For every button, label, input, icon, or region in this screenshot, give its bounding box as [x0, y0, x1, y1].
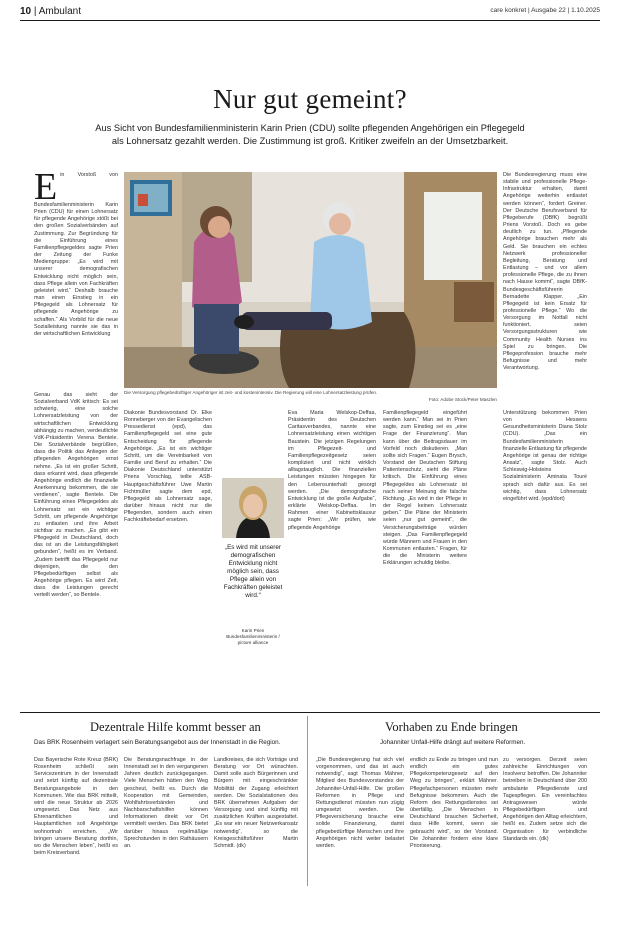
article-column-6-bottom: Unterstützung bekommen Prien von Hessens Gesundheitsministerin Diana Stolz (CDU). „Das ein Bundesfamilienministerin finanzielle Entlastung für pflegende Angehörige ist genau der richtige Ansatz“, sagte Stolz. Auch Schleswig-Holsteins Sozialministerin Aminata Touré sprach sich dafür aus. Es sei wichtig, dass Lohnersatz eingeführt wird. (epd/dort)	[503, 410, 587, 502]
article-col1-top-text: in Vorstoß von Bundesfamilienministerin Karin Prien (CDU) für einen Lohnersatz für pflegende Angehörige stößt bei den großen Sozialverbänden auf Zustimmung. Zur Begründung für die Einführung eines Familienpflegegeldes sagte Prien der Zeitung der Funke Mediengruppe: „Es wird mit unserer demografischen Entwicklung nicht möglich sein, dass Pflege allein von Fachkräften geleistet wird.“ Deshalb brauche man einen Einstieg in ein Pflegegeld als Lohnersatz für pflegende Angehörige zu schaffen.“ Als Vorbild für die neue Sozialleistung nannte sie das in der wirtschaftlichen Entwicklung	[34, 172, 118, 337]
article-column-4: Eva Maria Welskop-Deffaa, Präsidentin des Deutschen Caritasverbandes, nannte eine Lohnersatzleistung einen wichtigen Baustein. Die jetzigen Regelungen im Pflegezeit- und Familienpflegezeitgesetz seien kompliziert und nicht wirklich alltagstauglich. Die finanziellen Leistungen müssten hingegen für den Lebensunterhalt gesorgt werden. „Die demografische Entwicklung ist die große Aufgabe“, erklärte Welskop-Deffaa. Im Rahmen einer Kabinettsklausur sagte Prien: „Wir prüfen, wie pflegende Angehörige	[288, 410, 376, 531]
caregiver-photo-illustration	[124, 172, 497, 388]
article-column-2: Diakonie Bundesvorstand Dr. Elke Ronneberger von der Evangelischen Pressedienst (epd), das Familienpflegegeld sei eine gute Entscheidung für pflegende Angehörige. „Es ist ein wichtiger Schritt, um die Vereinbarkeit von Familie und Beruf zu erhalten.“ Die Diakonie Deutschland unterstützt Priens Vorschlag, teilte ASB-Hauptgeschäftsführer Uwe Martin Fichtmüller sagte dem epd, Pflegegeld als Lohnersatz sage, darüber hinaus nicht nur die Pflegenden, sondern auch einen Fachkräftebedarf ersetzen.	[124, 410, 212, 524]
section-label: 10 | Ambulant	[20, 6, 81, 17]
bottom-left-col-1: Das Bayerische Rote Kreuz (BRK) Rosenheim schließt sein Servicezentrum in der Innenstadt und setzt künftig auf dezentrale Beratungsangebote in den Kommunen. Wie das BRK mitteilt, wird die neue Struktur ab 2026 umgesetzt. Das Netz aus Ehrenamtlichen und Hauptamtlichen soll Angehörige wohnortnah erreichen. „Wir bringen unsere Beratung dorthin, wo die Menschen leben“, heißt es beim Kreisverband.	[34, 757, 118, 857]
bottom-left-col-2: Die Beratungsnachfrage in der Innenstadt sei in den vergangenen Jahren deutlich zurückgegangen. Viele Menschen hätten den Weg gescheut, heißt es. Durch die Kooperation mit Gemeinden, Wohlfahrtsverbänden und Nachbarschaftshilfen können Informationen direkt vor Ort vermittelt werden. Das BRK bietet darüber hinaus regelmäßige Sprechstunden in den Rathäusern an.	[124, 757, 208, 849]
article-photo	[124, 172, 497, 388]
publication-info: care konkret | Ausgabe 22 | 1.10.2025	[490, 7, 600, 14]
bottom-section-rule	[20, 712, 600, 713]
page-header	[20, 4, 600, 20]
portrait-photo	[222, 478, 284, 538]
portrait-illustration	[222, 478, 284, 538]
article-column-6-top: Die Bundesregierung muss eine stabile und professionelle Pflege-Infrastruktur erhalten, damit Angehörige weiterhin entlastet werden können“, fordert Greiner. Der Deutsche Berufsverband für Pflegeberufe (DBfK) begrüßt Priens Vorstoß. Doch es gebe deutlich zu tun. „Pflegende Angehörige brauchen mehr als Geld. Sie brauchen ein echtes Netzwerk professioneller Begleitung, Beratung und Entlastung – und vor allem professionelle Pflege, die zu ihnen nach Hause kommt“, sagte DBfK-Bundesgeschäftsführerin Bernadette Klapper. „Ein Pflegegeld ist kein Ersatz für professionelle Pflege.“ Wo die Versorgung im Notfall nicht funktioniert, seien Versorgungsstrukturen wie Community Health Nurses ins Spiel zu bringen. Die Pflegeprofession brauche mehr Befugnisse und mehr Verantwortung.	[503, 172, 587, 372]
bottom-left-col-3: Landkreises, die sich Vorträge und Beratung vor Ort wünschten. Damit solle auch Bürgerinnen und Bürgern mit eingeschränkter Mobilität der Zugang erleichtert werden. Die Sozialstationen des BRK übernehmen Aufgaben der Versorgung und sind künftig mit zusätzlichen Kräften ausgestattet. „Es war ein neuer Netzwerkansatz notwendig“, so die Kreisgeschäftsführer Martin Schmidt. (dk)	[214, 757, 298, 849]
pull-quote-source	[222, 628, 284, 646]
page-number: 10	[20, 6, 32, 17]
article-headline: Nur gut gemeint?	[213, 84, 407, 114]
pull-quote: „Es wird mit unserer demografischen Entwicklung nicht möglich sein, dass Pflege allein von Fachkräften geleistet wird.“	[223, 544, 283, 599]
bottom-divider	[307, 716, 308, 886]
photo-credit: Foto: Adobe Stock/Peter Maszlen	[428, 397, 497, 402]
bottom-left-headline: Dezentrale Hilfe kommt besser an	[90, 720, 261, 734]
drop-cap: E	[34, 172, 58, 208]
article-column-5: Familienpflegegeld eingeführt werden kann.“ Man sei in Prien sagte, zum Einstieg sei es „eine Frage der Finanzierung“. Man kann über die Beitragsdauer im Vorfeld noch diskutieren. „Man sollte sich Fragen.“ Eugen Brysch, Vorstand der Deutschen Stiftung Patientenschutz, sieht die Pläne kritisch. Die Einführung eines Pflegegeldes als Lohnersatz ist nach seiner Meinung die falsche Richtung. „Es wird in der Pflege in der Regel keinen Lohnersatz geben.“ Die Pläne der Ministerin seien „nur gut gemeint“, die Versicherungsbeiträge würden steigen. „Das Familienpflegegeld würde Männern und Frauen in den Kommunen entlasten.“ Fragen, für die die Ministerin weitere Erklärungen schuldig bleibe.	[383, 410, 467, 567]
article-column-1-bottom: Genau das sieht der Sozialverband VdK kritisch: Es sei schwierig, eine solche Lohnersatzleistung von der wirtschaftlichen Entwicklung abhängig zu machen, verdeutlichte VdK-Präsidentin Verena Bentele. Die Sozialverbände begrüßten, dass die Politik das Anliegen der pflegenden Angehörigen ernst nehme. „Es ist ein großer Schritt, dass erkannt wird, dass pflegende Angehörige endlich die finanzielle Anerkennung bekommen, die sie verdienen“, sagte Bentele. Die Einführung eines Pflegegeldes als Lohnersatz sei ein wichtiger Schritt, um pflegende Angehörige zu entlasten und ihre Arbeit sichtbar zu machen. „Es gibt ein Pflegegeld in Deutschland, doch das ist an die Leistungsfähigkeit gebunden“, heißt es im Verband. „Zudem betrifft das Pflegegeld nur diejenigen, die den Pflegebedürftigen selbst als Angehörige pflegen. Es wird Zeit, dass die Leistungen gerecht verteilt werden“, so Bentele.	[34, 392, 118, 599]
bottom-left-subhead: Das BRK Rosenheim verlagert sein Beratungsangebot aus der Innenstadt in die Region.	[34, 739, 281, 746]
article-lead: Aus Sicht von Bundesfamilienministerin Karin Prien (CDU) sollte pflegenden Angehörigen ein Pflegegeld als Lohnersatz gezahlt werden. Die Zustimmung ist groß. Kritiker zweifeln an der Umsetzbarkeit.	[95, 123, 525, 146]
bottom-right-col-2: endlich zu Ende zu bringen und nun endlich ein gutes Pflegekompetenzgesetz auf den Weg zu bringen“, erklärt Mähner. Pflegefachpersonen müssten mehr Befugnisse bekommen. Auch die Reform des Rettungsdienstes sei überfällig. „Die Menschen in Deutschland brauchen Sicherheit, dass Hilfe kommt, wenn sie gebraucht wird“, so der Vorstand. Die Johanniter fordern eine klare Priorisierung.	[410, 757, 498, 849]
header-rule	[20, 20, 600, 21]
pull-quote-name: Karin Prien	[241, 628, 265, 633]
photo-caption-text: Die Versorgung pflegebedürftiger Angehöriger ist zeit- und kostenintensiv. Die Regierung will eine Lohnersatzleistung prüfen.	[124, 390, 378, 395]
article-column-1-top	[34, 172, 118, 388]
section-name: Ambulant	[38, 6, 81, 17]
pull-quote-role: Bundesfamilienministerin / picture alliance	[226, 634, 280, 645]
photo-caption	[124, 390, 497, 402]
bottom-right-subhead: Johanniter Unfall-Hilfe drängt auf weitere Reformen.	[380, 739, 526, 746]
bottom-right-col-1: „Die Bundesregierung hat sich viel vorgenommen, und das ist auch notwendig“, sagt Thomas Mähner, Mitglied des Bundesvorstandes der Johanniter-Unfall-Hilfe. Die großen Reformen in Pflege und Rettungsdienst müssten nun zügig umgesetzt werden. Die Pflegeversicherung brauche eine solide Finanzierung, damit pflegebedürftige Menschen und ihre Angehörigen nicht weiter belastet werden.	[316, 757, 404, 849]
bottom-right-col-3: zu versorgen. Derzeit seien zahlreiche Einrichtungen von Insolvenz betroffen. Die Johanniter betreiben in Deutschland über 200 ambulante Pflegedienste und Tagespflegen. Ein vereinfachtes Antragswesen würde Pflegebedürftigen und Angehörigen den Alltag erleichtern, heißt es. Zudem setze sich die Organisation für verbindliche Standards ein. (dk)	[503, 757, 587, 842]
bottom-right-headline: Vorhaben zu Ende bringen	[385, 720, 518, 734]
